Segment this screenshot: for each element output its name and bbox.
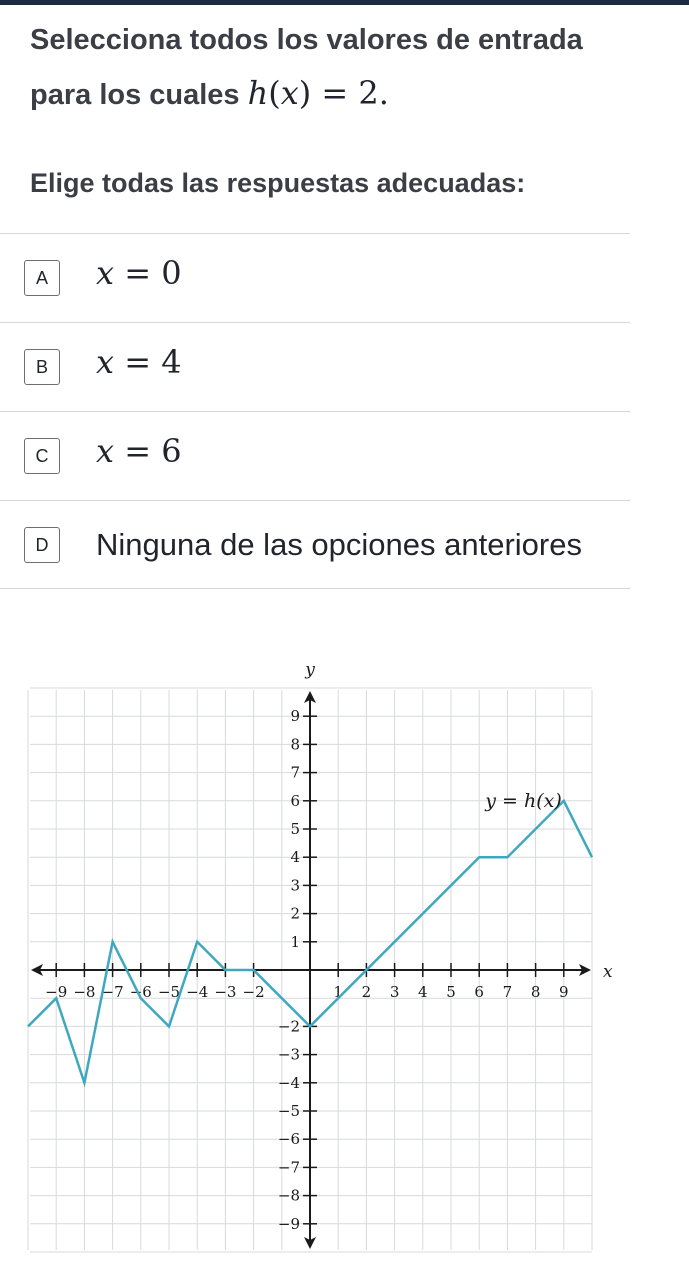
y-tick-label: 8 bbox=[290, 735, 300, 754]
choice-letter-box[interactable]: C bbox=[24, 438, 60, 474]
function-graph bbox=[0, 650, 689, 1273]
y-tick-label: −6 bbox=[277, 1130, 300, 1149]
y-tick-label: 7 bbox=[290, 763, 300, 782]
y-tick-label: −7 bbox=[277, 1158, 300, 1177]
choice-text bbox=[96, 343, 182, 381]
x-tick-label: 1 bbox=[333, 983, 343, 1001]
y-axis-label: y bbox=[305, 660, 315, 680]
y-tick-label: 2 bbox=[290, 904, 300, 923]
choice-b[interactable] bbox=[0, 322, 630, 411]
x-tick-label: 6 bbox=[474, 983, 484, 1001]
x-tick-label: −2 bbox=[242, 983, 265, 1001]
function-rhs: = 2. bbox=[321, 74, 389, 112]
x-tick-label: −9 bbox=[45, 983, 68, 1001]
y-tick-label: −5 bbox=[277, 1102, 300, 1120]
choice-d[interactable] bbox=[0, 500, 630, 589]
tick-labels bbox=[45, 660, 613, 1233]
y-tick-label: −8 bbox=[277, 1186, 300, 1205]
y-tick-label: −4 bbox=[277, 1073, 300, 1092]
x-tick-label: −5 bbox=[157, 983, 181, 1001]
y-tick-label: 4 bbox=[290, 848, 300, 867]
question-line-2 bbox=[30, 67, 650, 122]
choice-text bbox=[96, 254, 182, 292]
choice-a[interactable] bbox=[0, 233, 630, 322]
choice-text: Ninguna de las opciones anteriores bbox=[96, 527, 582, 562]
y-tick-label: 5 bbox=[290, 820, 300, 838]
top-bar bbox=[0, 0, 689, 5]
choice-letter-box[interactable]: D bbox=[24, 527, 60, 563]
x-axis-label: x bbox=[603, 962, 613, 982]
instruction: Elige todas las respuestas adecuadas: bbox=[30, 168, 526, 198]
choice-rhs: = 0 bbox=[124, 254, 182, 292]
x-tick-label: −8 bbox=[73, 983, 96, 1001]
y-tick-label: 9 bbox=[290, 707, 300, 726]
question-line-2-prefix: para los cuales bbox=[30, 79, 248, 111]
question-line-1: Selecciona todos los valores de entrada bbox=[30, 24, 583, 56]
choice-letter-box[interactable]: A bbox=[24, 260, 60, 296]
function-expression: h(x) = 2. bbox=[247, 74, 389, 112]
series-annotation: y = h(x) bbox=[485, 789, 562, 812]
x-tick-label: −6 bbox=[129, 983, 152, 1001]
choice-rhs: = 6 bbox=[124, 432, 182, 470]
x-tick-label: 8 bbox=[530, 983, 541, 1001]
choice-c[interactable] bbox=[0, 411, 630, 500]
y-tick-label: 3 bbox=[290, 876, 300, 895]
x-tick-label: 7 bbox=[502, 983, 513, 1001]
y-tick-label: −3 bbox=[277, 1045, 300, 1064]
choice-letter-box[interactable]: B bbox=[24, 349, 60, 385]
choice-rhs: = 4 bbox=[124, 343, 182, 381]
y-tick-label: 1 bbox=[290, 932, 300, 951]
answer-choices bbox=[0, 233, 630, 589]
question-prompt bbox=[30, 14, 650, 122]
function-name: h bbox=[247, 74, 269, 112]
x-tick-label: 5 bbox=[446, 983, 456, 1001]
x-tick-label: 4 bbox=[418, 983, 428, 1001]
y-tick-label: −9 bbox=[277, 1214, 300, 1233]
choice-text bbox=[96, 432, 182, 470]
x-tick-label: −7 bbox=[101, 983, 124, 1001]
function-variable: x bbox=[280, 74, 299, 112]
x-tick-label: 2 bbox=[361, 983, 372, 1001]
choice-variable: x bbox=[96, 343, 115, 381]
choice-variable: x bbox=[96, 432, 115, 470]
y-tick-label: 6 bbox=[290, 791, 300, 810]
x-tick-label: 9 bbox=[559, 983, 569, 1001]
x-tick-label: −4 bbox=[186, 983, 209, 1001]
y-tick-label: −2 bbox=[277, 1017, 300, 1036]
x-tick-label: −3 bbox=[214, 983, 237, 1001]
x-tick-label: 3 bbox=[389, 983, 400, 1001]
choice-variable: x bbox=[96, 254, 115, 292]
